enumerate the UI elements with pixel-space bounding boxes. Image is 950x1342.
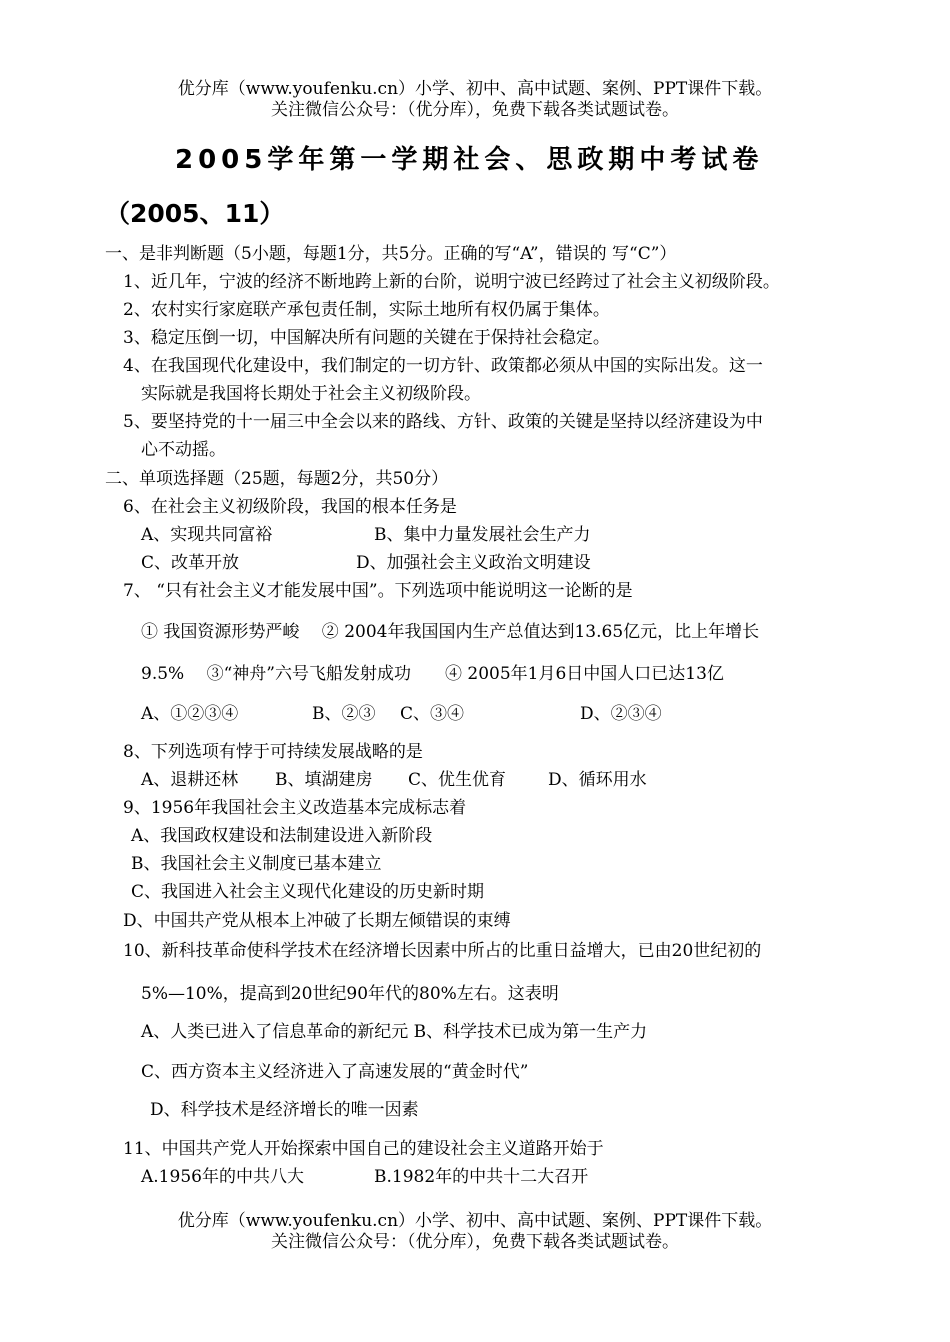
question-11-option-a: A.1956年的中共八大 bbox=[141, 1167, 304, 1187]
footer-line-2: 关注微信公众号：（优分库），免费下载各类试题试卷。 bbox=[271, 1232, 679, 1252]
question-5-line-1: 5、要坚持党的十一届三中全会以来的路线、方针、政策的关键是坚持以经济建设为中 bbox=[123, 412, 763, 432]
question-11-option-b: B.1982年的中共十二大召开 bbox=[374, 1167, 589, 1187]
question-6-option-b: B、集中力量发展社会生产力 bbox=[374, 525, 591, 545]
question-4-line-1: 4、在我国现代化建设中，我们制定的一切方针、政策都必须从中国的实际出发。这一 bbox=[123, 356, 763, 376]
question-7-option-d: D、②③④ bbox=[580, 704, 662, 724]
question-11-stem: 11、中国共产党人开始探索中国自己的建设社会主义道路开始于 bbox=[123, 1139, 604, 1159]
question-6-option-c: C、改革开放 bbox=[141, 553, 240, 573]
question-8-stem: 8、下列选项有悖于可持续发展战略的是 bbox=[123, 742, 423, 762]
question-9-option-c: C、我国进入社会主义现代化建设的历史新时期 bbox=[131, 882, 485, 902]
question-7-option-a: A、①②③④ bbox=[141, 704, 239, 724]
question-7-stem: 7、 “只有社会主义才能发展中国”。下列选项中能说明这一论断的是 bbox=[123, 581, 633, 601]
question-10-option-d: D、科学技术是经济增长的唯一因素 bbox=[150, 1100, 419, 1120]
question-7-items-line-2: 9.5% ③“神舟”六号飞船发射成功 ④ 2005年1月6日中国人口已达13亿 bbox=[141, 664, 724, 684]
question-8-option-b: B、填湖建房 bbox=[275, 770, 373, 790]
question-1: 1、近几年，宁波的经济不断地跨上新的台阶，说明宁波已经跨过了社会主义初级阶段。 bbox=[123, 272, 780, 292]
exam-date: （2005、11） bbox=[105, 199, 285, 228]
question-6-stem: 6、在社会主义初级阶段，我国的根本任务是 bbox=[123, 497, 457, 517]
question-5-line-2: 心不动摇。 bbox=[141, 440, 226, 460]
question-3: 3、稳定压倒一切，中国解决所有问题的关键在于保持社会稳定。 bbox=[123, 328, 610, 348]
header-line-1: 优分库（www.youfenku.cn）小学、初中、高中试题、案例、PPT课件下载。 bbox=[177, 79, 773, 99]
question-9-stem: 9、1956年我国社会主义改造基本完成标志着 bbox=[123, 798, 467, 818]
section-2-heading: 二、单项选择题（25题，每题2分，共50分） bbox=[105, 469, 449, 489]
question-7-items-line-1: ① 我国资源形势严峻 ② 2004年我国国内生产总值达到13.65亿元，比上年增长 bbox=[141, 622, 760, 642]
footer-line-1: 优分库（www.youfenku.cn）小学、初中、高中试题、案例、PPT课件下载。 bbox=[177, 1211, 773, 1231]
question-2: 2、农村实行家庭联产承包责任制，实际土地所有权仍属于集体。 bbox=[123, 300, 610, 320]
question-10-option-c: C、西方资本主义经济进入了高速发展的“黄金时代” bbox=[141, 1062, 529, 1082]
question-7-option-b: B、②③ bbox=[312, 704, 376, 724]
question-4-line-2: 实际就是我国将长期处于社会主义初级阶段。 bbox=[141, 384, 481, 404]
exam-title: 2005学年第一学期社会、思政期中考试卷 bbox=[175, 145, 764, 175]
question-8-option-d: D、循环用水 bbox=[548, 770, 647, 790]
question-6-option-a: A、实现共同富裕 bbox=[141, 525, 273, 545]
question-8-option-c: C、优生优育 bbox=[408, 770, 507, 790]
section-1-heading: 一、是非判断题（5小题，每题1分，共5分。正确的写“A”，错误的 写“C”） bbox=[105, 244, 677, 264]
question-7-option-c: C、③④ bbox=[400, 704, 465, 724]
question-9-option-b: B、我国社会主义制度已基本建立 bbox=[131, 854, 382, 874]
question-9-option-d: D、中国共产党从根本上冲破了长期左倾错误的束缚 bbox=[123, 911, 511, 931]
question-6-option-d: D、加强社会主义政治文明建设 bbox=[356, 553, 591, 573]
header-line-2: 关注微信公众号：（优分库），免费下载各类试题试卷。 bbox=[271, 100, 679, 120]
question-8-option-a: A、退耕还林 bbox=[141, 770, 239, 790]
question-10-stem-line-2: 5%—10%，提高到20世纪90年代的80%左右。这表明 bbox=[141, 984, 559, 1004]
question-10-options-ab: A、人类已进入了信息革命的新纪元 B、科学技术已成为第一生产力 bbox=[141, 1022, 648, 1042]
question-10-stem-line-1: 10、新科技革命使科学技术在经济增长因素中所占的比重日益增大，已由20世纪初的 bbox=[123, 941, 762, 961]
question-9-option-a: A、我国政权建设和法制建设进入新阶段 bbox=[131, 826, 433, 846]
